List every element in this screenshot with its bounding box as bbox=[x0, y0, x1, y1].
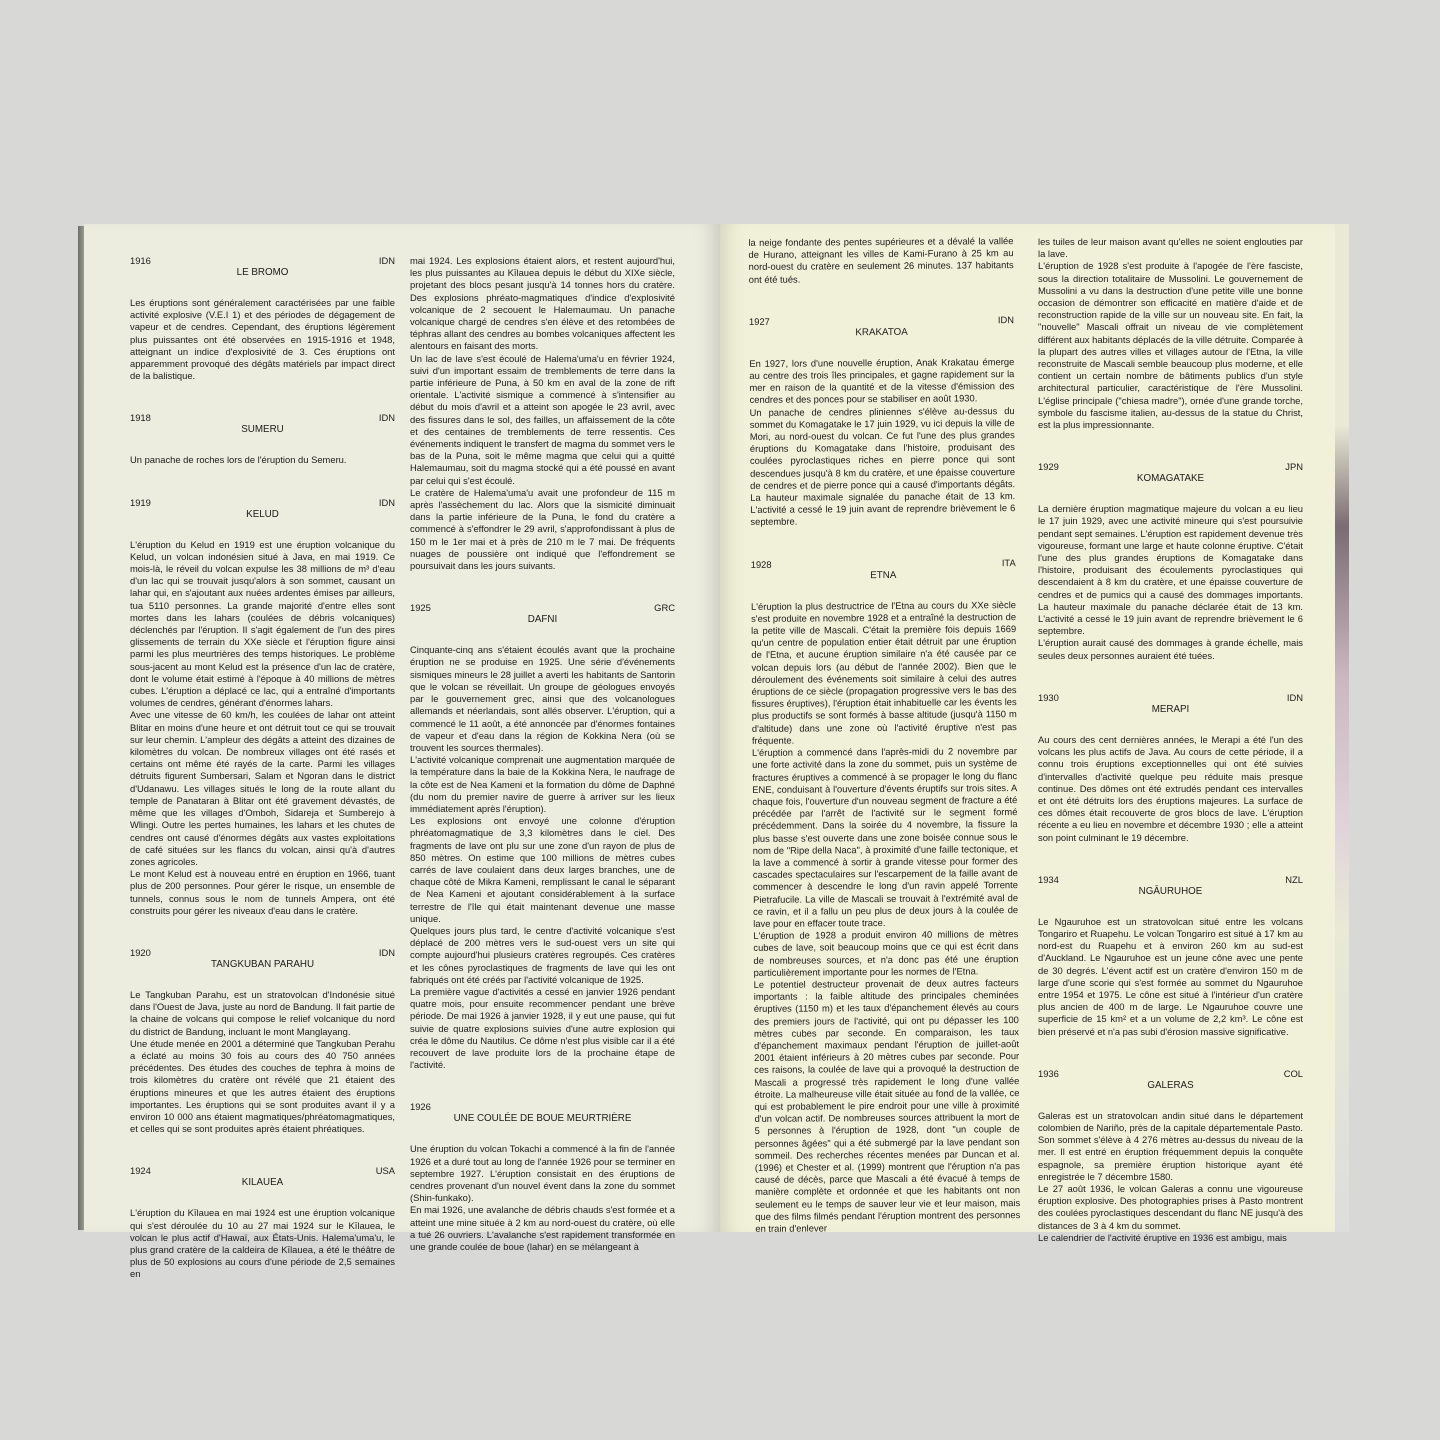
entry-paragraph: Le calendrier de l'activité éruptive en 1936 est ambigu, mais bbox=[1038, 1231, 1287, 1243]
volcano-entry bbox=[130, 947, 395, 1135]
entry-country-code: IDN bbox=[378, 255, 395, 266]
volcano-entry bbox=[130, 255, 395, 382]
entry-header bbox=[751, 557, 1016, 585]
entry-header bbox=[749, 314, 1014, 342]
entry-paragraph: En mai 1926, une avalanche de débris chauds s'est formée et a atteint une mine située à 2 km au nord-ouest du cratère, où elle a tué 26 ouvriers. L'avalanche s'est rapidement transformée en une grande coulée de boue (lahar) en se mélangeant à bbox=[410, 1204, 675, 1253]
entry-title: KRAKATOA bbox=[855, 326, 908, 339]
entry-country-code: JPN bbox=[1285, 461, 1303, 473]
entry-paragraph: Le mont Kelud est à nouveau entré en éruption en 1966, tuant plus de 200 personnes. Pour gérer le risque, un ensemble de tunnels, connus sous le nom de tunnels Ampera, ont été construits pour gérer les niveaux d'eau dans le cratère. bbox=[130, 868, 395, 916]
entry-title: TANGKUBAN PARAHU bbox=[210, 958, 315, 970]
entry-header bbox=[410, 1101, 675, 1127]
entry-paragraph: L'activité volcanique comprenait une augmentation marquée de la température dans la baie de la Kokkina Nera, le naufrage de la côte est de Nea Kameni et la formation du dôme de Daphné (du nom du premier navire de guerre à arriver sur les lieux immédiatement après l'éruption). bbox=[410, 754, 675, 814]
entry-year: 1926 bbox=[410, 1101, 431, 1113]
entry-title: KOMAGATAKE bbox=[1136, 473, 1205, 485]
entry-paragraph: Le 27 août 1936, le volcan Galeras a connu une vigoureuse éruption explosive. Des photographies prises à Pasto montrent des coulées pyroclastiques descendant du flanc NE jusqu'à des distances de 3 à 4 km du sommet. bbox=[1038, 1182, 1303, 1231]
entry-header bbox=[130, 255, 395, 281]
entry-title: DAFNI bbox=[527, 614, 558, 626]
volcano-entry bbox=[1038, 1068, 1303, 1244]
volcano-entry bbox=[130, 497, 395, 917]
entry-title: ETNA bbox=[870, 569, 897, 581]
entry-title: LE BROMO bbox=[236, 267, 289, 278]
volcano-entry bbox=[1038, 236, 1303, 431]
entry-paragraph: La première vague d'activités a cessé en janvier 1926 pendant quatre mois, pour ensuite recommencer pendant une brève période. De mai 1926 à janvier 1928, il y eut une pause, qui fut suivie de quatre explosions suivies d'une autre explosion qui créa le dôme du Nautilus. Ce dôme n'est plus visible car il a été recouvert de lave produite lors de la prochaine étape de l'activité. bbox=[410, 985, 675, 1071]
entry-paragraph: L'éruption aurait causé des dommages à grande échelle, mais seules deux personnes auraient été tuées. bbox=[1038, 637, 1303, 661]
entry-paragraph: les tuiles de leur maison avant qu'elles ne soient englouties par la lave. bbox=[1038, 236, 1303, 260]
entry-year: 1927 bbox=[748, 315, 770, 327]
entry-paragraph: L'éruption a commencé dans l'après-midi du 2 novembre par une forte activité dans la zone du sommet, puis un système de fractures éruptives a commencé à se propager le long du flanc ENE, conduisant à l'ouverture d'évents éruptifs sur trois sites. A chaque fois, l'ouverture d'un nouveau segment de fracture a été précédée par l'arrêt de l'activité sur le segment formé précédemment. Dans la soirée du 4 novembre, la fissure la plus basse s'est ouverte dans une zone boisée connue sous le nom de "Ripe della Naca", à proximité d'une faille tectonique, et la lave a commencé à sortir à grande vitesse pour former des cascades spectaculaires sur l'escarpement de la faille avant de commencer à descendre le long d'un ravin appelé Torrente Pietrafucile. La ville de Mascali se trouvait à l'extrémité aval de ce ravin, et il a fallu un peu plus de deux jours à la coulée de lave pour en effacer toute trace. bbox=[751, 745, 1019, 929]
entry-paragraph: Un panache de roches lors de l'éruption du Semeru. bbox=[130, 454, 347, 466]
entry-year: 1916 bbox=[130, 255, 151, 266]
entry-paragraph: Le Ngauruhoe est un stratovolcan situé entre les volcans Tongariro et Ruapehu. Le volcan Tongariro est situé à 17 km au nord-est du Ruapehu et à environ 260 km au sud-est d'Auckland. Le Ngauruhoe est un jeune cône avec une pente de 30 degrés. L'évent actif est un cratère d'environ 150 m de large d'une scorie qui s'est formée au sommet du Ngauruhoe entre 1954 et 1975. Le cône est situé à l'intérieur d'un cratère plus ancien de 400 m de large. Le Ngauruhoe couvre une superficie de 15 km² et a un volume de 2,2 km³. Le cône est bien préservé et n'a pas subi d'érosion massive significative. bbox=[1038, 915, 1303, 1037]
entry-header bbox=[130, 497, 395, 523]
entry-country-code: IDN bbox=[378, 412, 395, 424]
entry-title: KELUD bbox=[246, 508, 279, 520]
volcano-entry bbox=[1038, 874, 1303, 1038]
entry-country-code: NZL bbox=[1285, 873, 1303, 885]
entry-paragraph: Galeras est un stratovolcan andin situé dans le département colombien de Nariño, près de la capitale départementale Pasto. Son sommet s'élève à 4 276 mètres au-dessus du niveau de la mer. Il est entré en éruption fréquemment depuis la conquête espagnole, sa première éruption historique ayant été enregistrée le 7 décembre 1580. bbox=[1038, 1109, 1303, 1182]
entry-country-code: GRC bbox=[654, 602, 675, 614]
entry-year: 1919 bbox=[130, 496, 151, 508]
entry-paragraph: mai 1924. Les explosions étaient alors, et restent aujourd'hui, les plus puissantes au Kīlauea depuis le début du XIXe siècle, projetant des blocs pesant jusqu'à 14 tonnes hors du cratère. Des explosions phréato-magmatiques d'indice d'explosivité volcanique de 2 secouent le Halemaumau. Un panache volcanique chargé de cendres s'en élève et des retombées de téphras allant des cendres au bombes volcaniques affectent les alentours en faisant des morts. bbox=[410, 255, 675, 352]
entry-header bbox=[410, 602, 675, 628]
entry-year: 1925 bbox=[410, 602, 431, 614]
volcano-entry bbox=[751, 557, 1021, 1235]
entry-paragraph: Au cours des cent dernières années, le Merapi a été l'un des volcans les plus actifs de Java. Au cours de cette période, il a connu trois éruptions exceptionnelles qui ont été suivies d'intervalles d'activité quelque peu réduite mais presque continue. Des dômes ont été extrudés pendant ces intervalles et ont été détruits lors des éruptions majeures. La surface de ces dômes était recouverte de gros blocs de lave. L'éruption récente a eu lieu en novembre et décembre 1930 ; elle a atteint son point culminant le 19 décembre. bbox=[1038, 733, 1303, 843]
entry-paragraph: Cinquante-cinq ans s'étaient écoulés avant que la prochaine éruption ne se produise en 1925. Une série d'événements sismiques mineurs le 28 juillet a averti les habitants de Santorin que le volcan se réveillait. Un groupe de géologues envoyés par le gouvernement grec, ainsi que des volcanologues allemands et néerlandais, sont allés observer. L'éruption, qui a commencé le 11 août, a été annoncée par d'énormes fontaines de vapeur et d'eau dans la région de Kokkina Nera (où se trouvent les sources thermales). bbox=[410, 644, 675, 753]
entry-title: MERAPI bbox=[1151, 703, 1190, 715]
volcano-entry bbox=[1038, 461, 1303, 662]
entry-year: 1928 bbox=[750, 558, 772, 570]
entry-year: 1929 bbox=[1038, 461, 1059, 473]
entry-paragraph: L'éruption du Kīlauea en mai 1924 est une éruption volcanique qui s'est déroulée du 10 au 27 mai 1924 sur le Kīlauea, le volcan le plus actif d'Hawaï, aux États-Unis. Halema'uma'u, le plus grand cratère de la caldeira de Kīlauea, a été le théâtre de plus de 50 explosions au cours d'une période de 2,5 semaines en bbox=[130, 1207, 395, 1280]
entry-year: 1930 bbox=[1038, 691, 1059, 703]
text-column-4 bbox=[1038, 236, 1303, 1274]
entry-paragraph: Le cratère de Halema'uma'u avait une profondeur de 115 m après l'assèchement du lac. Alors que la sismicité diminuait dans la partie inférieure de la Puna, le fond du cratère a commencé à s'effondrer le 29 avril, s'approfondissant à plus de 150 m le 1er mai et à près de 210 m le 7 mai. De fréquents nuages de poussière ont indiqué que l'effondrement se poursuivait dans les jours suivants. bbox=[410, 486, 675, 572]
volcano-entry bbox=[749, 314, 1015, 529]
entry-country-code: IDN bbox=[997, 313, 1015, 326]
entry-title: UNE COULÉE DE BOUE MEURTRIÈRE bbox=[453, 1113, 632, 1125]
entry-header bbox=[1038, 461, 1303, 487]
entry-header bbox=[1038, 874, 1303, 900]
entry-paragraph: En 1927, lors d'une nouvelle éruption, Anak Krakatau émerge au centre des trois îles principales, et gagne rapidement sur la mer en raison de la quantité et de la vitesse d'émission des cendres et des ponces pour se stabiliser en août 1930. bbox=[749, 355, 1015, 406]
entry-paragraph: L'éruption du Kelud en 1919 est une éruption volcanique du Kelud, un volcan indonésien situé à Java, en mai 1919. Ce mois-là, le réveil du volcan expulse les 38 millions de m³ d'eau d'un lac qui se trouvait jusqu'alors à son sommet, causant un lahar qui, en s'ajoutant aux nuées ardentes émises par ailleurs, tua 5110 personnes. La grande majorité d'entre elles sont mortes dans les lahars (coulées de débris volcaniques) déclenchés par l'éruption. Il s'agit également de l'un des pires glissements de terrain du XXe siècle et l'éruption figure ainsi parmi les plus meurtrières des temps historiques. Le problème sous-jacent au mont Kelud est la présence d'un lac de cratère, dont le volume était estimé à l'époque à 40 millions de mètres cubes. L'éruption a déplacé ce lac, qui a entraîné d'importants volumes de cendres, générant d'énormes lahars. bbox=[130, 538, 395, 709]
entry-country-code: IDN bbox=[1286, 691, 1303, 703]
volcano-entry bbox=[410, 255, 675, 572]
entry-header bbox=[1038, 1068, 1303, 1094]
entry-header bbox=[130, 412, 395, 438]
entry-country-code: IDN bbox=[378, 496, 395, 508]
volcano-entry bbox=[748, 235, 1013, 286]
entry-title: KILAUEA bbox=[241, 1177, 284, 1189]
entry-paragraph: L'éruption de 1928 s'est produite à l'apogée de l'ère fasciste, sous la direction totalitaire de Mussolini. Le gouvernement de Mussolini a vu dans la destruction d'une petite ville une bonne occasion de démontrer son efficacité en matière d'aide et de reconstruction rapide de la ville sur un nouveau site. En fait, la "nouvelle" Mascali offrait un niveau de vie complètement différent aux habitants déplacés de la ville détruite. Comparée à la plupart des autres villes et villages autour de l'Etna, la ville reconstruite de Mascali semble beaucoup plus moderne, et elle contient un certain nombre de bâtiments publics d'un style architectural particulier, caractéristique de l'ère Mussolini. L'église principale ("chiesa madre"), ornée d'une grande torche, symbole du fascisme italien, au-dessus de la statue du Christ, est la plus impressionnante. bbox=[1038, 260, 1303, 431]
entry-year: 1924 bbox=[130, 1165, 151, 1177]
entry-country-code: COL bbox=[1283, 1067, 1303, 1079]
text-column-3 bbox=[748, 235, 1020, 1265]
entry-paragraph: Les explosions ont envoyé une colonne d'éruption phréatomagmatique de 3,3 kilomètres dans le ciel. Des fragments de lave ont plu sur une zone d'un rayon de plus de 850 mètres. On estime que 100 millions de mètres cubes carrés de lave coulaient dans deux larges branches, une de chaque côté de Mikra Kameni, remplissant le canal le séparant de Nea Kameni et ajoutant considérablement à la surface terrestre de l'île qui était maintenant devenue une masse unique. bbox=[410, 815, 675, 924]
volcano-entry bbox=[410, 602, 675, 1071]
volcano-entry bbox=[130, 1165, 395, 1280]
entry-year: 1918 bbox=[130, 412, 151, 424]
entry-paragraph: Le Tangkuban Parahu, est un stratovolcan d'Indonésie situé dans l'Ouest de Java, juste au nord de Bandung. Il fait partie de la chaine de volcans qui compose le relief volcanique du nord du district de Bandung, incluant le mont Manglayang. bbox=[130, 988, 395, 1037]
entry-year: 1920 bbox=[130, 946, 151, 958]
volcano-entry bbox=[1038, 692, 1303, 844]
entry-paragraph: Une éruption du volcan Tokachi a commencé à la fin de l'année 1926 et a duré tout au long de l'année 1926 pour se terminer en septembre 1927. L'éruption consistait en des éruptions de cendres provenant d'un nouvel évent dans la zone du sommet (Shin-funkako). bbox=[410, 1143, 676, 1204]
entry-header bbox=[130, 1165, 395, 1191]
volcano-entry bbox=[410, 1101, 675, 1253]
entry-year: 1934 bbox=[1038, 873, 1059, 885]
entry-year: 1936 bbox=[1038, 1067, 1059, 1079]
entry-paragraph: Une étude menée en 2001 a déterminé que Tangkuban Perahu a éclaté au moins 30 fois au cours des 40 750 années précédentes. Des études des couches de tephra à moins de trois kilomètres du cratère ont révélé que 21 étaient des éruptions mineures et que les autres étaient des éruptions importantes. Les éruptions qui se sont produites avant il y a environ 10 000 ans étaient magmatiques/phréatomagmatiques, et celles qui se sont produites après étaient phréatiques. bbox=[130, 1037, 395, 1135]
entry-country-code: USA bbox=[375, 1165, 395, 1177]
entry-paragraph: Les éruptions sont généralement caractérisées par une faible activité explosive (V.E.I 1) et des périodes de dégagement de vapeur et de cendres. Cependant, des éruptions légèrement plus puissantes ont été observées en 1915-1916 et 1948, atteignant un indice d'explosivité de 3. Ces éruptions ont apparemment provoqué des dégâts matériels par impact direct de la balistique. bbox=[130, 297, 395, 382]
entry-title: NGĀURUHOE bbox=[1138, 885, 1203, 897]
entry-paragraph: La dernière éruption magmatique majeure du volcan a eu lieu le 17 juin 1929, avec une activité mineure qui s'est poursuivie pendant sept semaines. L'éruption est rapidement devenue très vigoureuse, formant une large et haute colonne éruptive. C'était l'une des plus grandes éruptions de Komagatake dans l'histoire, produisant des écoulements pyroclastiques qui descendaient à 8 km du cratère, et une épaisse couverture de cendres et de pumics qui a causé des dommages importants. La hauteur maximale du panache déclarée était de 13 km. L'activité a cessé le 19 juin avant de reprendre brièvement le 6 septembre. bbox=[1038, 503, 1303, 637]
entry-paragraph: L'éruption de 1928 a produit environ 40 millions de mètres cubes de lave, soit beaucoup moins que ce qui est écrit dans de nombreuses sources, et n'a donc pas été une éruption particulièrement importante pour les normes de l'Etna. bbox=[753, 928, 1019, 978]
text-column-1 bbox=[130, 255, 395, 1311]
book-page-edge bbox=[1335, 224, 1349, 1232]
entry-header bbox=[130, 947, 395, 973]
entry-title: SUMERU bbox=[241, 424, 284, 436]
entry-header bbox=[1038, 692, 1303, 718]
entry-paragraph: Le potentiel destructeur provenait de deux autres facteurs importants : la faible altitude des principales cheminées éruptives (1150 m) et les taux d'épanchement élevés au cours des premiers jours de l'activité, qui ont pu dépasser les 100 mètres cubes par seconde. En comparaison, les taux d'épanchement maximaux pendant l'éruption de juillet-août 2001 étaient inférieurs à 20 mètres cubes par seconde. Pour ces raisons, la coulée de lave qui a provoqué la destruction de Mascali a progressé très rapidement le long d'une vallée étroite. La malheureuse ville était située au fond de la vallée, ce qui est probablement le pire endroit pour une ville à proximité d'un volcan actif. De nombreuses sources attribuent la mort de 5 personnes à l'éruption de 1928, dont "un couple de personnes âgées" qui a été submergé par la lave pendant son sommeil. Des recherches récentes menées par Duncan et al. (1996) et Chester et al. (1999) montrent que l'éruption n'a pas causé de décès, parce que Mascali a été évacué à temps de manière complète et ordonnée et que les habitants ont non seulement eu le temps de sauver leur vie et leur maison, mais que des films filmés pendant l'éruption montrent des personnes en train d'enlever bbox=[753, 977, 1021, 1234]
entry-country-code: IDN bbox=[378, 946, 395, 958]
entry-paragraph: la neige fondante des pentes supérieures et a dévalé la vallée de Hurano, atteignant les villes de Kami-Furano à 25 km au nord-ouest du cratère en seulement 26 minutes. 137 habitants ont été tués. bbox=[748, 235, 1014, 285]
text-column-2 bbox=[410, 255, 675, 1283]
entry-paragraph: L'éruption la plus destructrice de l'Etna au cours du XXe siècle s'est produite en novembre 1928 et a entraîné la destruction de la petite ville de Mascali. C'était la première fois depuis 1669 qu'un centre de population entier était détruit par une éruption de l'Etna, et aucune éruption similaire n'a été causée par ce volcan depuis lors (au début de l'année 2002). Bien que le déroulement des événements soit similaire à celui des autres éruptions de ce siècle (propagation progressive vers le bas des fissures éruptives), l'éruption était inhabituelle car les évents les plus productifs se sont formés à basse altitude (jusqu'à 1150 m d'altitude) dans une zone où l'activité éruptive n'est pas fréquente. bbox=[750, 598, 1017, 746]
entry-country-code: ITA bbox=[1001, 556, 1016, 568]
entry-paragraph: Quelques jours plus tard, le centre d'activité volcanique s'est déplacé de 200 mètres vers le sud-ouest vers un site qui compte aujourd'hui plusieurs cratères regroupés. Ces cratères et les cônes pyroclastiques de fragments de lave qui les ont fabriqués ont été créés par l'activité volcanique de 1925. bbox=[410, 924, 675, 985]
entry-paragraph: Un panache de cendres pliniennes s'élève au-dessus du sommet du Komagatake le 17 juin 1929, vu ici depuis la ville de Mori, au nord-ouest du volcan. Ce fut l'une des plus grandes éruptions du Komagatake dans l'histoire, produisant des coulées pyroclastiques riches en pierre ponce qui sont descendues jusqu'à 8 km du cratère, et une épaisse couverture de cendres et de pierre ponce qui a causé d'importants dégâts. La hauteur maximale signalée du panache était de 13 km. L'activité a cessé le 19 juin avant de reprendre brièvement le 6 septembre. bbox=[749, 404, 1016, 528]
entry-title: GALERAS bbox=[1147, 1079, 1194, 1091]
entry-paragraph: Un lac de lave s'est écoulé de Halema'uma'u en février 1924, suivi d'un important essaim de tremblements de terre dans la partie inférieure de Puna, à 50 km en aval de la zone de rift orientale. L'activité sismique a commencé à s'intensifier au début du mois d'avril et a atteint son apogée le 23 avril, avec des fissures dans le sol, des failles, un affaissement de la côte et des centaines de tremblements de terre ressentis. Ces événements indiquent le transfert de magma du sommet vers le bas de la Puna, soit le même magma que celui qui a quitté Halemaumau, soit du magma stocké qui a été poussé en avant par celui qui s'est écoulé. bbox=[410, 352, 675, 486]
entry-paragraph: Avec une vitesse de 60 km/h, les coulées de lahar ont atteint Blitar en moins d'une heure et ont détruit tout ce qui se trouvait sur leur chemin. L'ampleur des dégâts a atteint des dizaines de kilomètres du volcan. De nombreux villages ont été rasés et certains ont même été rayés de la carte. Parmi les villages détruits figurent Sumbersari, Salam et Ngoran dans le district d'Udanawu. Les villages situés le long de la route allant du temple de Panataran à Blitar ont été gravement dévastés, de même que les villages d'Omboh, Sidareja et Sumberejo à Wlingi. Outre les pertes humaines, les lahars et les chutes de cendres ont causé d'énormes dégâts aux vastes exploitations de café situées sur les flancs du volcan, ainsi qu'à d'autres zones agricoles. bbox=[130, 709, 395, 867]
volcano-entry bbox=[130, 412, 395, 466]
